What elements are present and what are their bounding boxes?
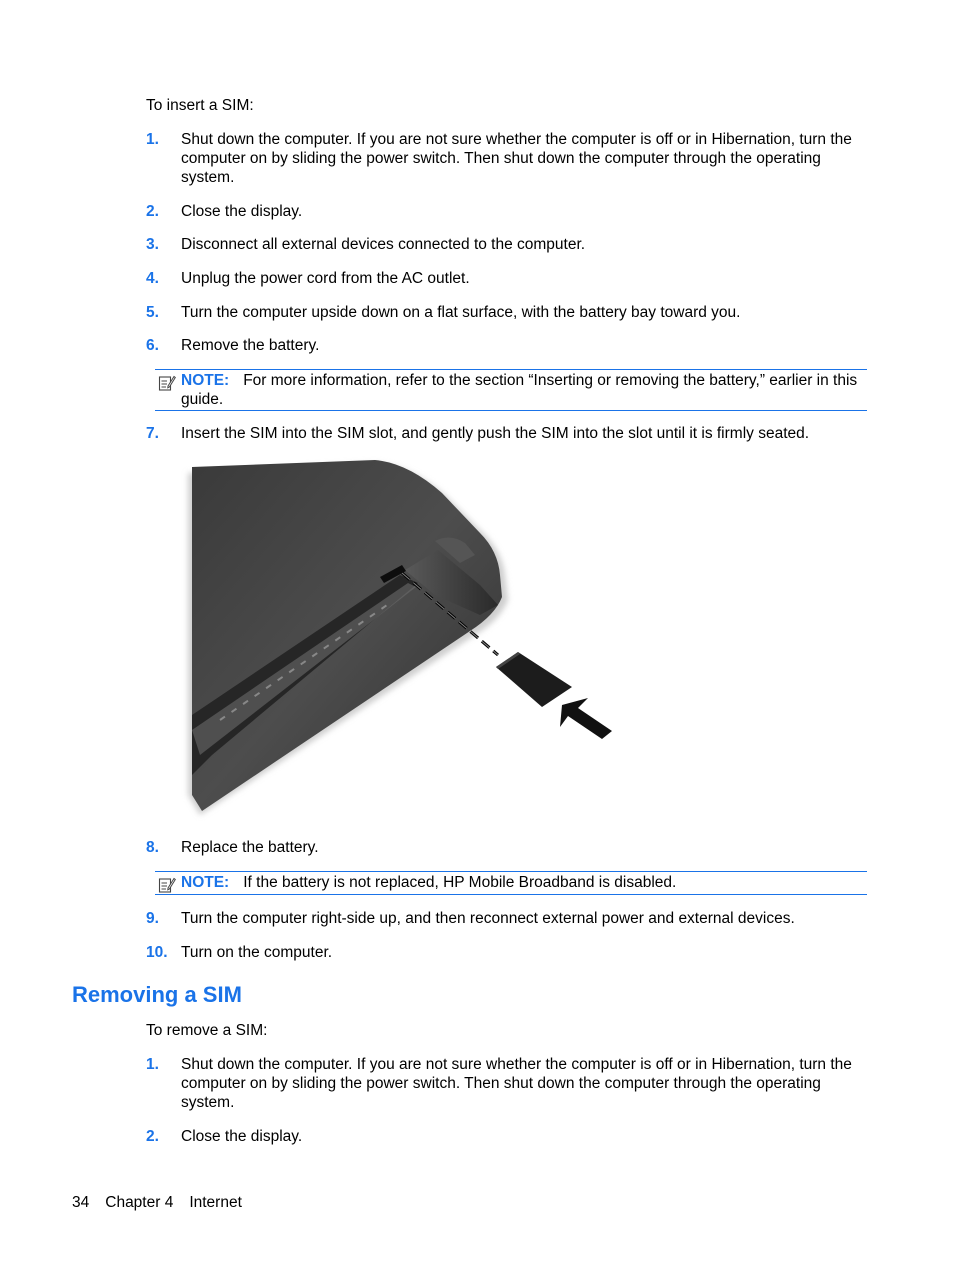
remove-intro: To remove a SIM: (146, 1022, 268, 1039)
insert-intro: To insert a SIM: (146, 97, 254, 114)
note-text: For more information, refer to the section “Inserting or removing the battery,” earlier in this guide. (181, 372, 858, 408)
sim-insertion-illustration (180, 455, 620, 825)
step-number: 9. (146, 910, 159, 927)
page-footer (72, 1193, 258, 1212)
step-number: 3. (146, 236, 159, 253)
step-text: Close the display. (181, 1128, 303, 1145)
step-text: Close the display. (181, 203, 303, 220)
step-text: Replace the battery. (181, 839, 319, 856)
note-body (181, 873, 865, 892)
step-text: Unplug the power cord from the AC outlet. (181, 270, 470, 287)
footer-title: Internet (189, 1194, 242, 1211)
step-text: Turn the computer right-side up, and then reconnect external power and external devices. (181, 910, 795, 927)
note-icon (158, 876, 176, 894)
step-number: 1. (146, 131, 159, 148)
note-text: If the battery is not replaced, HP Mobile Broadband is disabled. (243, 874, 677, 891)
step-text: Disconnect all external devices connected to the computer. (181, 236, 586, 253)
step-text: Remove the battery. (181, 337, 320, 354)
note-label: NOTE: (181, 372, 230, 389)
note-box (155, 871, 867, 895)
note-icon (158, 374, 176, 392)
note-label: NOTE: (181, 874, 230, 891)
footer-chapter: Chapter 4 (105, 1194, 174, 1211)
note-body (181, 371, 865, 409)
step-number: 8. (146, 839, 159, 856)
section-heading: Removing a SIM (72, 982, 242, 1007)
step-text: Insert the SIM into the SIM slot, and gently push the SIM into the slot until it is firmly seated. (181, 425, 810, 442)
step-number: 10. (146, 944, 168, 961)
page-number: 34 (72, 1194, 90, 1211)
step-number: 1. (146, 1056, 159, 1073)
step-number: 2. (146, 203, 159, 220)
step-text: Turn on the computer. (181, 944, 333, 961)
step-text: Turn the computer upside down on a flat surface, with the battery bay toward you. (181, 304, 741, 321)
note-box (155, 369, 867, 411)
step-number: 5. (146, 304, 159, 321)
step-number: 6. (146, 337, 159, 354)
step-number: 7. (146, 425, 159, 442)
step-text: Shut down the computer. If you are not sure whether the computer is off or in Hibernation, turn the computer on by sliding the power switch. Then shut down the computer through the operating system. (181, 1056, 852, 1111)
step-number: 4. (146, 270, 159, 287)
step-text: Shut down the computer. If you are not sure whether the computer is off or in Hibernation, turn the computer on by sliding the power switch. Then shut down the computer through the operating system. (181, 131, 852, 186)
step-number: 2. (146, 1128, 159, 1145)
